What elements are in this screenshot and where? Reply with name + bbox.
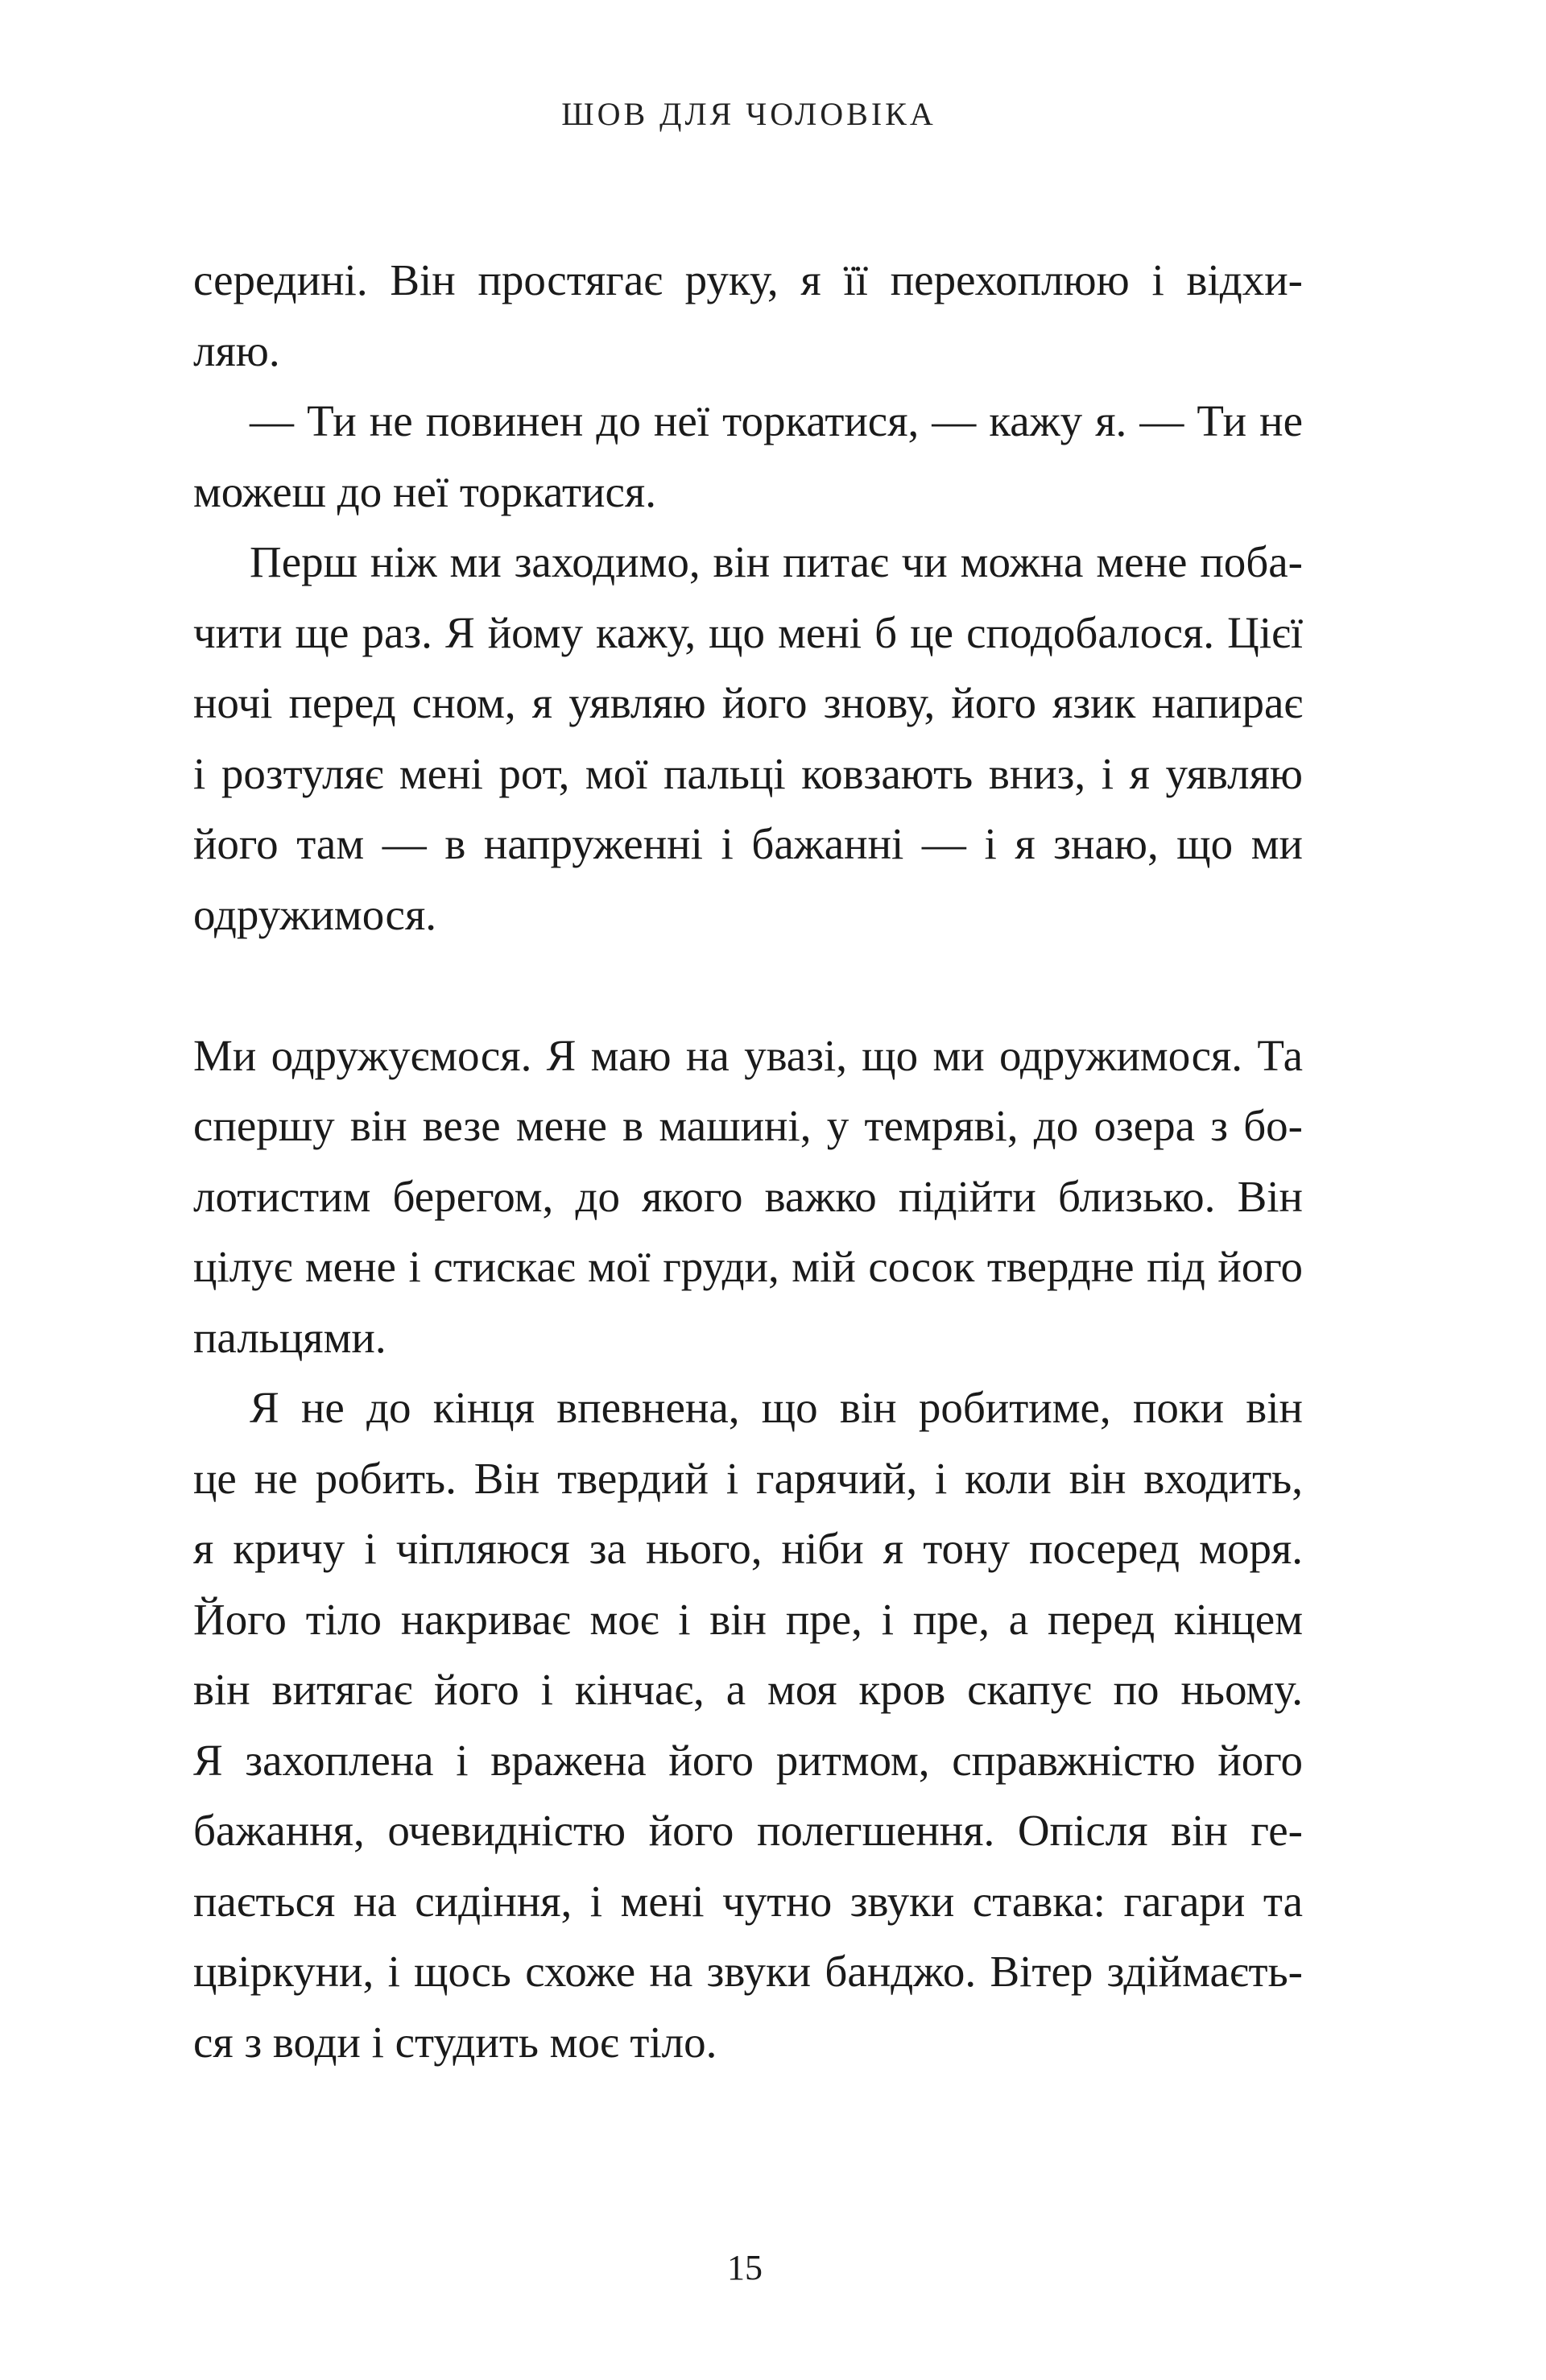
text-line: пається на сидіння, і мені чутно звуки ставка: гагари та	[193, 1876, 1303, 1926]
text-line: ночі перед сном, я уявляю його знову, його язик напирає	[193, 678, 1303, 727]
text-line: цвіркуни, і щось схоже на звуки банджо. Вітер здіймаєть-	[193, 1947, 1303, 1996]
paragraph	[193, 527, 1303, 950]
text-line: Його тіло накриває моє і він пре, і пре, а перед кінцем	[193, 1594, 1303, 1644]
text-line: чити ще раз. Я йому кажу, що мені б це сподобалося. Цієї	[193, 607, 1303, 657]
text-line: можеш до неї торкатися.	[193, 466, 656, 516]
text-line: Ми одружуємося. Я маю на увазі, що ми одружимося. Та	[193, 1030, 1303, 1080]
text-line: його там — в напруженні і бажанні — і я знаю, що ми	[193, 819, 1303, 868]
text-line: середині. Він простягає руку, я її перехоплюю і відхи-	[193, 255, 1303, 304]
paragraph	[193, 1372, 1303, 2077]
text-line: Я не до кінця впевнена, що він робитиме, поки він	[250, 1383, 1303, 1432]
text-line: ляю.	[193, 325, 280, 375]
text-line: спершу він везе мене в машині, у темряві, до озера з бо-	[193, 1101, 1303, 1150]
section-break	[193, 950, 1303, 1020]
text-line: бажання, очевидністю його полегшення. Опісля він ге-	[193, 1806, 1303, 1855]
text-line: Я захоплена і вражена його ритмом, справжністю його	[193, 1735, 1303, 1785]
text-line: лотистим берегом, до якого важко підійти близько. Він	[193, 1171, 1303, 1221]
paragraph	[193, 386, 1303, 527]
paragraph	[193, 1020, 1303, 1373]
text-line: — Ти не повинен до неї торкатися, — кажу я. — Ти не	[250, 396, 1303, 445]
text-line: пальцями.	[193, 1312, 386, 1362]
text-line: і розтуляє мені рот, мої пальці ковзають вниз, і я уявляю	[193, 748, 1303, 798]
text-line: цілує мене і стискає мої груди, мій сосок твердне під його	[193, 1242, 1303, 1291]
text-line: я кричу і чіпляюся за нього, ніби я тону посеред моря.	[193, 1524, 1303, 1573]
paragraph	[193, 245, 1303, 386]
text-line: ся з води і студить моє тіло.	[193, 2017, 717, 2067]
page-number: 15	[727, 2248, 763, 2287]
text-line: Перш ніж ми заходимо, він питає чи можна мене поба-	[250, 537, 1303, 586]
text-line: одружимося.	[193, 889, 437, 939]
running-head: ШОВ ДЛЯ ЧОЛОВІКА	[561, 96, 936, 132]
body-text	[193, 245, 1303, 2077]
text-line: це не робить. Він твердий і гарячий, і коли він входить,	[193, 1453, 1303, 1503]
text-line: він витягає його і кінчає, а моя кров скапує по ньому.	[193, 1665, 1303, 1714]
